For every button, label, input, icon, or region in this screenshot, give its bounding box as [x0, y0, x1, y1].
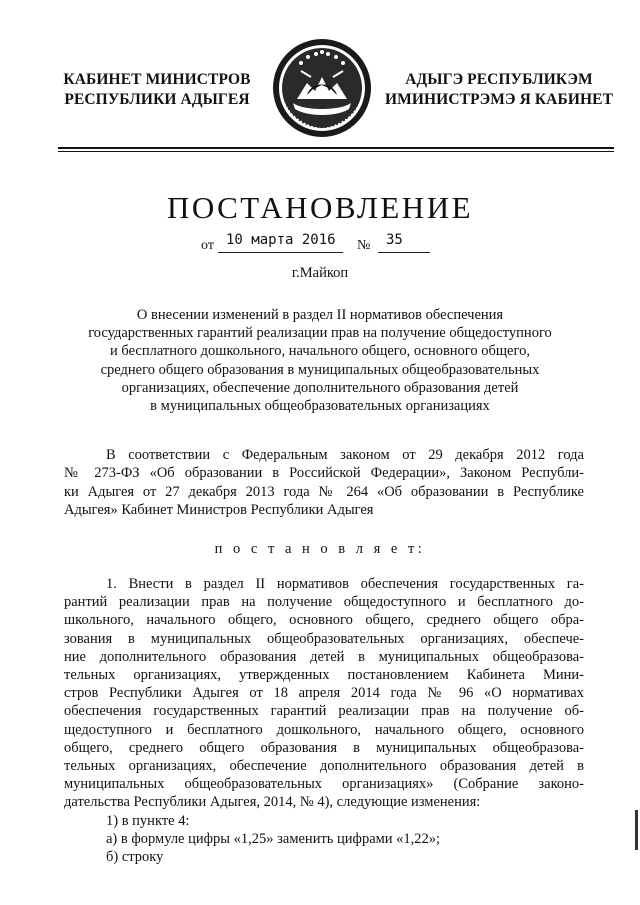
number-label: № [357, 238, 371, 253]
decree-word: п о с т а н о в л я е т: [214, 541, 426, 557]
subject-line: в муниципальных общеобразовательных организациях [150, 398, 490, 415]
body-line: а) в формуле цифры «1,25» заменить цифрами «1,22»; [106, 830, 441, 847]
date-from-label: от [201, 238, 214, 253]
resolution-body [64, 575, 584, 866]
preamble-paragraph [64, 446, 584, 520]
number-underline [378, 252, 430, 253]
preamble-line: В соответствии с Федеральным законом от 29 декабря 2012 года [106, 447, 584, 463]
body-line: 1. Внести в раздел II нормативов обеспечения государственных га- [106, 576, 584, 592]
document-date: 10 марта 2016 [226, 232, 336, 248]
body-line: общего, среднего общего образования в муниципальных общеобразова- [64, 739, 584, 756]
body-line: ние дополнительного образования детей в муниципальных общеобразова- [64, 648, 584, 665]
issuer-name-russian [62, 70, 252, 110]
body-line: школьного, начального общего, основного общего, среднего общего обра- [64, 612, 584, 629]
document-type-title: ПОСТАНОВЛЕНИЕ [166, 190, 474, 225]
scan-edge-mark [635, 810, 638, 850]
subject-line: О внесении изменений в раздел II нормативов обеспечения [136, 307, 504, 323]
issuer-ady-line-2: ИМИНИСТРЭМЭ Я КАБИНЕТ [384, 91, 614, 108]
body-line: б) строку [106, 849, 164, 866]
body-line: тельных организациях, утвержденных постановлением Кабинета Мини- [64, 667, 584, 684]
document-number: 35 [386, 232, 403, 248]
body-line: тельных организациях, обеспечение дополнительного образования детей в [64, 758, 584, 775]
body-line: щедоступного и бесплатного дошкольного, начального общего, основного [64, 721, 584, 738]
date-underline [218, 252, 343, 253]
body-line: зования в муниципальных общеобразовательных организациях, обеспече- [64, 630, 584, 647]
body-line: 1) в пункте 4: [106, 812, 190, 829]
date-number-line [0, 232, 640, 256]
subject-line: государственных гарантий реализации прав на получение общедоступного [88, 325, 552, 342]
preamble-line: ки Адыгея от 27 декабря 2013 года № 264 «Об образовании в Республике [64, 483, 584, 500]
body-line: обеспечения государственных гарантий реализации прав на получение об- [64, 703, 584, 720]
header-divider-thin [58, 151, 614, 152]
coat-of-arms-icon [271, 37, 373, 139]
body-line: муниципальных общеобразовательных организациях» (Собрание законо- [64, 776, 584, 793]
preamble-line: Адыгея» Кабинет Министров Республики Адыгея [64, 502, 374, 519]
subject-line: организациях, обеспечение дополнительного образования детей [121, 379, 519, 396]
issuer-ady-line-1: АДЫГЭ РЕСПУБЛИКЭМ [405, 71, 593, 88]
issuer-ru-line-2: РЕСПУБЛИКИ АДЫГЕЯ [64, 91, 250, 108]
subject-line: и бесплатного дошкольного, начального общего, основного общего, [110, 343, 530, 360]
issuer-name-adyghe [384, 70, 614, 110]
document-subject [62, 306, 578, 415]
subject-line: среднего общего образования в муниципальных общеобразовательных [100, 361, 540, 378]
header-divider-thick [58, 147, 614, 149]
body-line: рантий реализации прав на получение общедоступного и бесплатного до- [64, 594, 584, 611]
document-city: г.Майкоп [291, 265, 349, 281]
preamble-line: № 273-ФЗ «Об образовании в Российской Федерации», Законом Республи- [64, 465, 584, 482]
issuer-ru-line-1: КАБИНЕТ МИНИСТРОВ [63, 71, 251, 88]
body-line: дательства Республики Адыгея, 2014, № 4), следующие изменения: [64, 794, 481, 811]
body-line: стров Республики Адыгея от 18 апреля 2014 года № 96 «О нормативах [64, 685, 584, 702]
